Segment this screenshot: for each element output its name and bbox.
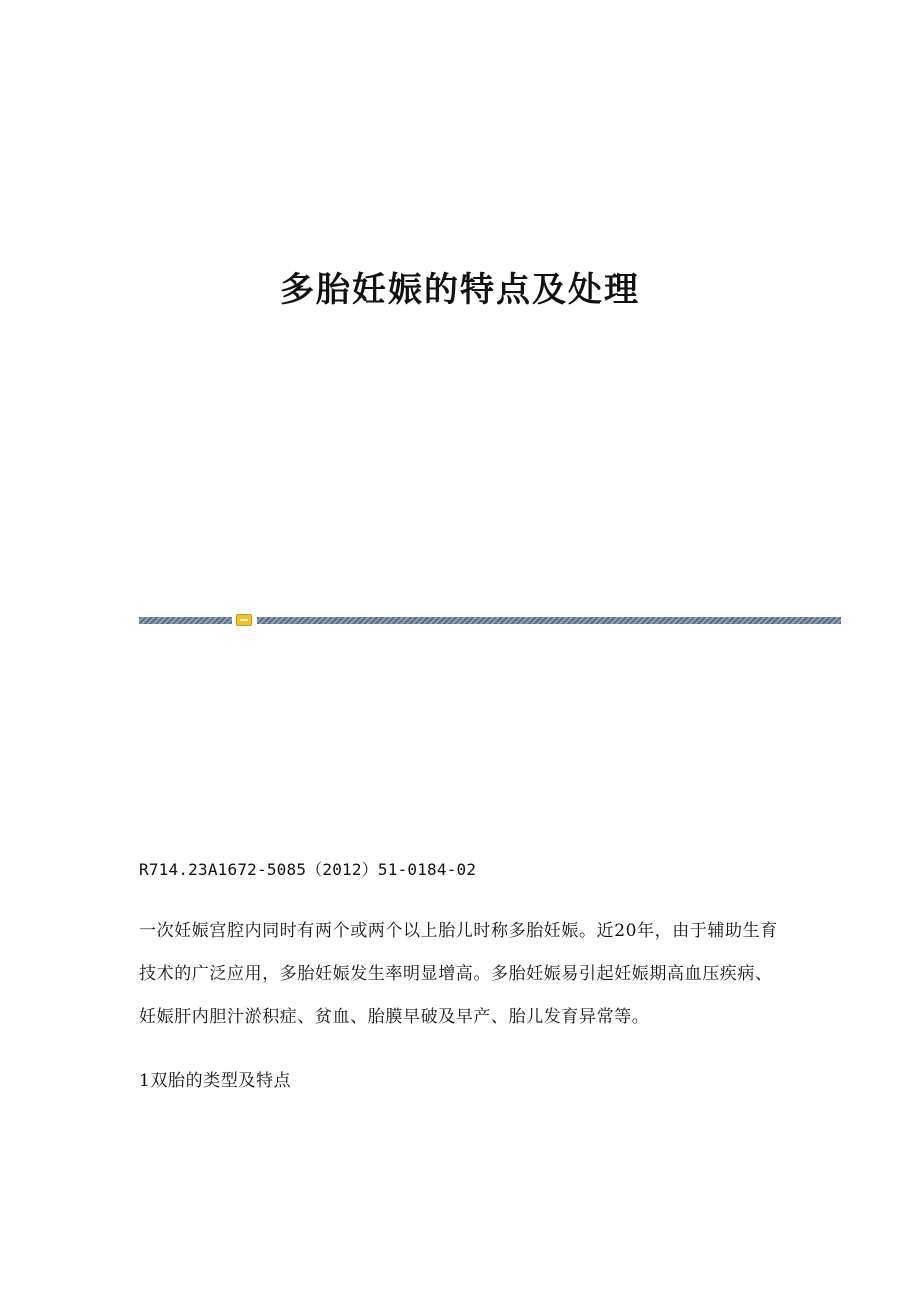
document-title: 多胎妊娠的特点及处理 (280, 270, 640, 310)
section-heading: 1双胎的类型及特点 (139, 1071, 292, 1091)
classification-code: R714.23A1672-5085（2012）51-0184-02 (139, 860, 477, 879)
body-paragraph: 一次妊娠宫腔内同时有两个或两个以上胎儿时称多胎妊娠。近20年，由于辅助生育技术的广泛应用，多胎妊娠发生率明显增高。多胎妊娠易引起妊娠期高血压疾病、妊娠肝内胆汁淤积症、贫血、胎膜早破及早产、胎儿发育异常等。 (139, 921, 778, 1027)
divider-bar-left (139, 617, 232, 624)
divider-bar-right (257, 617, 841, 624)
divider-ornament-icon (236, 614, 252, 626)
section-divider (139, 614, 841, 626)
